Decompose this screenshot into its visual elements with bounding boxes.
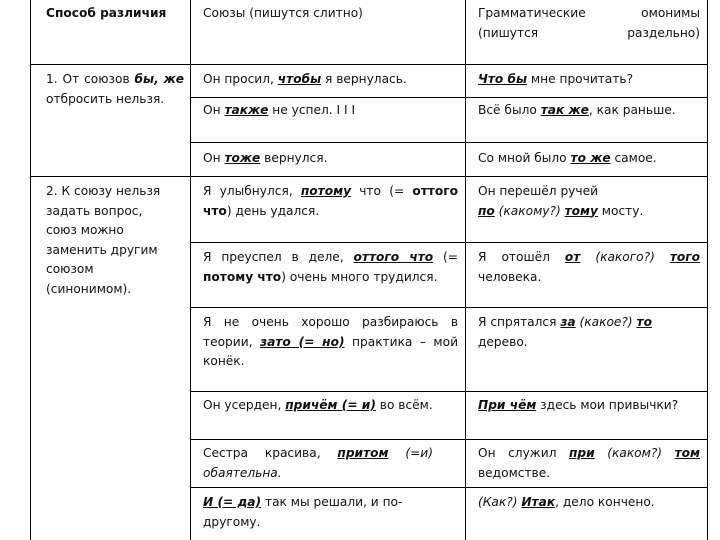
grid-line [190, 97, 708, 98]
homonym-example: Со мной было то же самое. [478, 151, 657, 165]
grid-line [190, 0, 191, 540]
grid-line [190, 142, 708, 143]
conjunction-example: Он тоже вернулся. [203, 151, 328, 165]
header-conjunctions: Союзы (пишутся слитно) [203, 6, 363, 20]
conjunction-example: Он просил, чтобы я вернулась. [203, 72, 407, 86]
grid-line [30, 0, 31, 540]
grid-line [190, 439, 708, 440]
homonym-example: Он перешёл ручей по (какому?) тому мосту. [478, 184, 644, 218]
grid-line [30, 176, 708, 177]
conjunction-example: И (= да) так мы решали, и по-другому. [203, 495, 403, 529]
homonym-example: Я спрятался за (какое?) то дерево. [478, 315, 652, 349]
grid-line [190, 487, 708, 488]
homonym-example: Я отошёл от (какого?) того человека. [478, 250, 700, 284]
grid-line [465, 0, 466, 540]
homonym-example: (Как?) Итак, дело кончено. [478, 495, 655, 509]
conjunction-example: Он также не успел. I I I [203, 103, 356, 117]
conjunction-example: Сестра красива, притом (=и) обаятельна. [203, 446, 433, 480]
header-method: Способ различия [46, 6, 167, 20]
conjunction-example: Я преуспел в деле, оттого что (= потому что) очень много трудился. [203, 250, 458, 284]
homonym-example: Что бы мне прочитать? [478, 72, 634, 86]
grid-line [30, 64, 708, 65]
method-2: 2. К союзу нельзя задать вопрос, союз можно заменить другим союзом (синонимом). [46, 184, 161, 296]
conjunction-example: Я не очень хорошо разбираюсь в теории, зато (= но) практика – мой конёк. [203, 315, 458, 368]
header-homonyms: Грамматические омонимы (пишутся раздельно) [478, 6, 700, 40]
conjunction-example: Я улыбнулся, потому что (= оттого что) день удался. [203, 184, 458, 218]
conjunction-example: Он усерден, причём (= и) во всём. [203, 398, 433, 412]
grid-line [190, 242, 708, 243]
homonym-example: Он служил при (каком?) том ведомстве. [478, 446, 700, 480]
method-1: 1. От союзов бы, же отбросить нельзя. [46, 72, 185, 106]
homonym-example: Всё было так же, как раньше. [478, 103, 676, 117]
grid-line [190, 391, 708, 392]
grid-line [190, 307, 708, 308]
grid-line [707, 0, 708, 540]
homonym-example: При чём здесь мои привычки? [478, 398, 679, 412]
